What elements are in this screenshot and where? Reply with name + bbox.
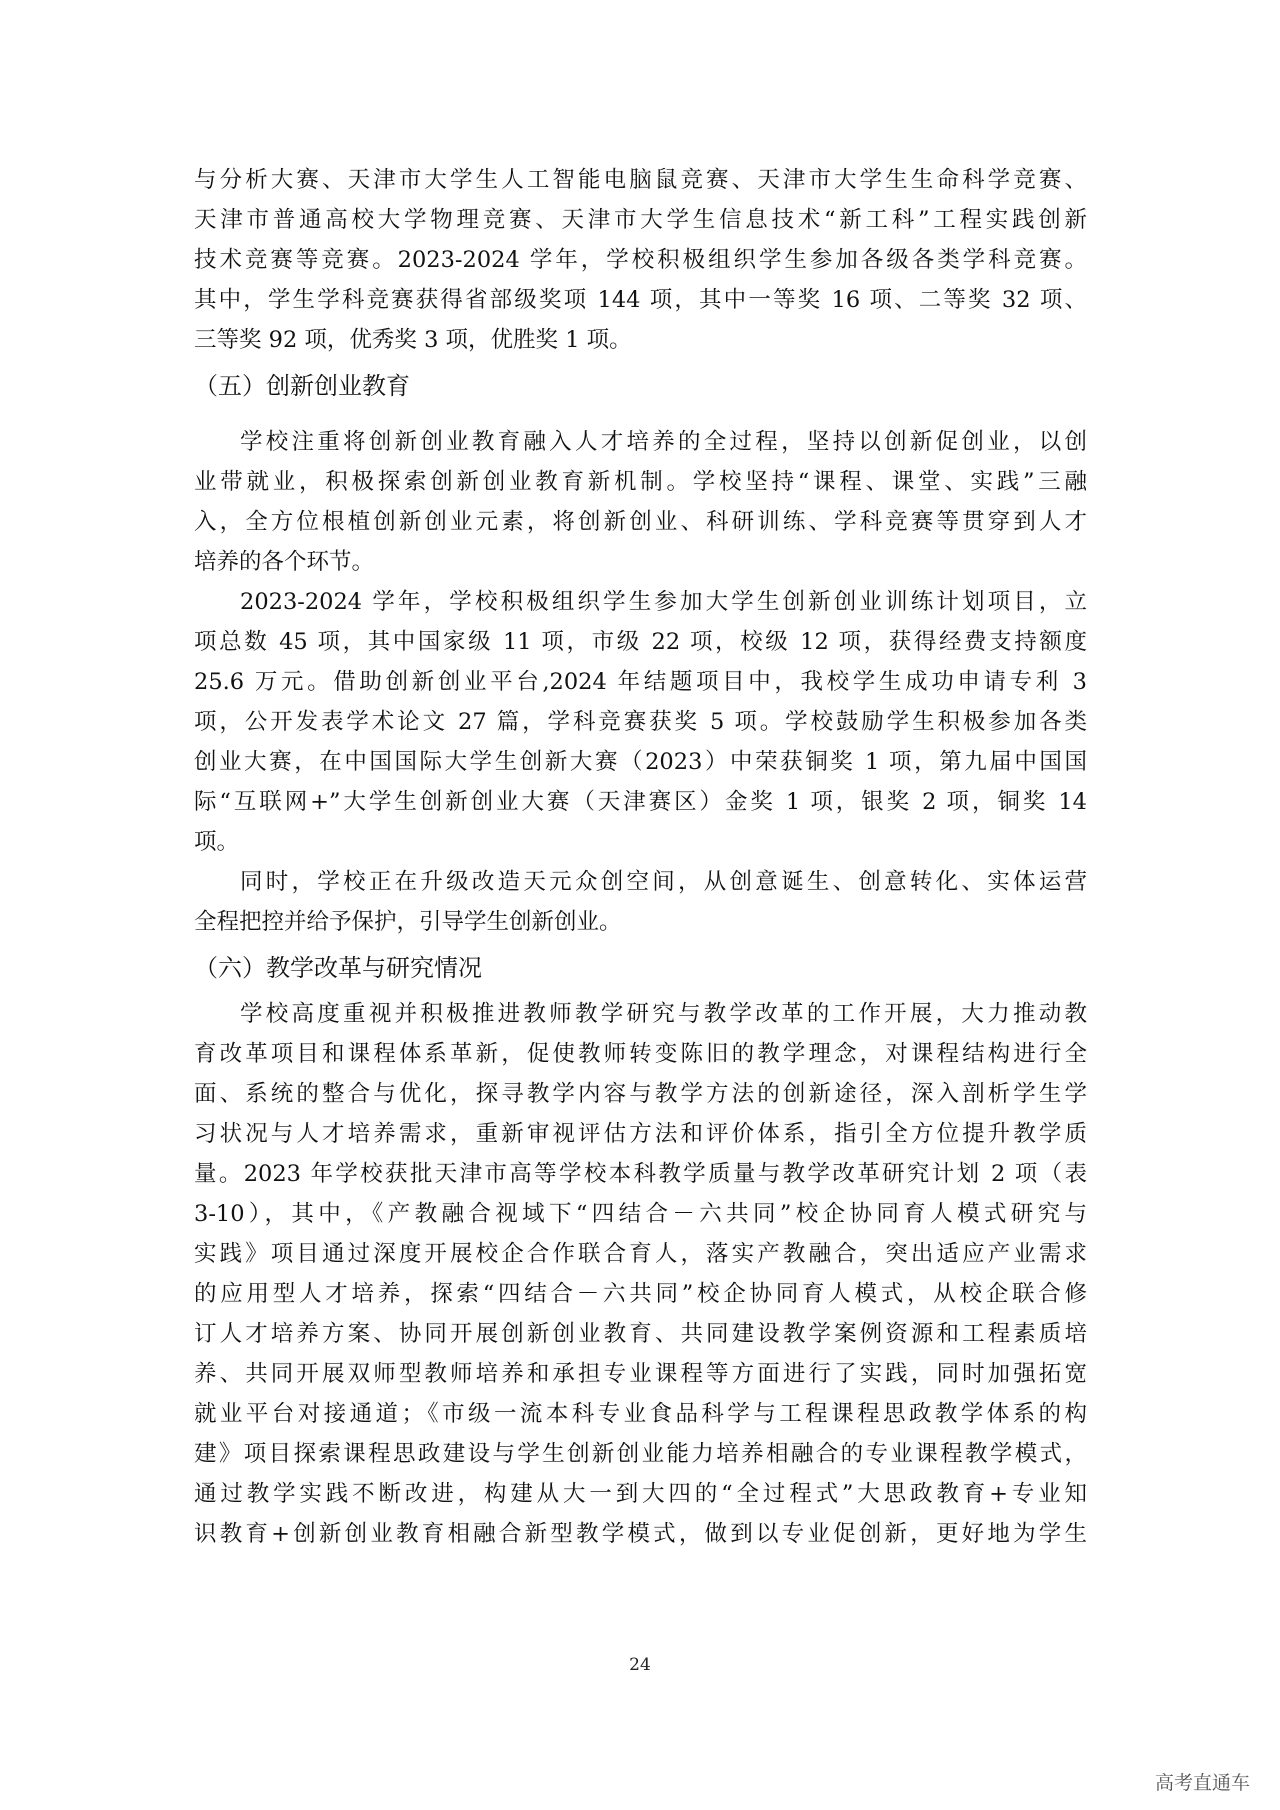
text-line: 项。 <box>194 829 240 855</box>
text-line: 量。2023 年学校获批天津市高等学校本科教学质量与教学改革研究计划 2 项（表 <box>194 1161 1087 1187</box>
text-line: 培养的各个环节。 <box>194 549 375 575</box>
text-line: 业带就业，积极探索创新创业教育新机制。学校坚持“课程、课堂、实践”三融 <box>194 469 1087 495</box>
text-line: 3-10），其中，《产教融合视域下“四结合－六共同”校企协同育人模式研究与 <box>194 1201 1087 1227</box>
continued-paragraph <box>194 160 1087 360</box>
text-line: 项，公开发表学术论文 27 篇，学科竞赛获奖 5 项。学校鼓励学生积极参加各类 <box>194 709 1087 735</box>
section-heading-5: （五）创新创业教育 <box>194 372 410 400</box>
text-line: 与分析大赛、天津市大学生人工智能电脑鼠竞赛、天津市大学生生命科学竞赛、 <box>194 167 1087 193</box>
section5-paragraph-3 <box>194 862 1087 942</box>
text-line: 入，全方位根植创新创业元素，将创新创业、科研训练、学科竞赛等贯穿到人才 <box>194 509 1087 535</box>
page-number: 24 <box>629 1655 651 1675</box>
text-line: 全程把控并给予保护，引导学生创新创业。 <box>194 909 622 935</box>
text-line: 订人才培养方案、协同开展创新创业教育、共同建设教学案例资源和工程素质培 <box>194 1321 1087 1347</box>
text-line: 项总数 45 项，其中国家级 11 项，市级 22 项，校级 12 项，获得经费支持额度 <box>194 629 1087 655</box>
text-line: 实践》项目通过深度开展校企合作联合育人，落实产教融合，突出适应产业需求 <box>194 1241 1087 1267</box>
section5-paragraph-1 <box>194 422 1087 582</box>
text-line: 养、共同开展双师型教师培养和承担专业课程等方面进行了实践，同时加强拓宽 <box>194 1361 1087 1387</box>
text-line: 育改革项目和课程体系革新，促使教师转变陈旧的教学理念，对课程结构进行全 <box>194 1041 1087 1067</box>
text-line: 技术竞赛等竞赛。2023-2024 学年，学校积极组织学生参加各级各类学科竞赛。 <box>194 247 1087 273</box>
section6-paragraph-1 <box>194 994 1087 1554</box>
text-line: 面、系统的整合与优化，探寻教学内容与教学方法的创新途径，深入剖析学生学 <box>194 1081 1087 1107</box>
text-line: 天津市普通高校大学物理竞赛、天津市大学生信息技术“新工科”工程实践创新 <box>194 207 1087 233</box>
section-heading-6: （六）教学改革与研究情况 <box>194 954 482 982</box>
text-line: 通过教学实践不断改进，构建从大一到大四的“全过程式”大思政教育+专业知 <box>194 1481 1087 1507</box>
text-line: 学校高度重视并积极推进教师教学研究与教学改革的工作开展，大力推动教 <box>240 1001 1087 1027</box>
text-line: 同时，学校正在升级改造天元众创空间，从创意诞生、创意转化、实体运营 <box>240 869 1087 895</box>
text-line: 25.6 万元。借助创新创业平台,2024 年结题项目中，我校学生成功申请专利 3 <box>194 669 1087 695</box>
text-line: 其中，学生学科竞赛获得省部级奖项 144 项，其中一等奖 16 项、二等奖 32 项、 <box>194 287 1087 313</box>
text-line: 建》项目探索课程思政建设与学生创新创业能力培养相融合的专业课程教学模式， <box>194 1441 1087 1467</box>
text-line: 2023-2024 学年，学校积极组织学生参加大学生创新创业训练计划项目，立 <box>240 589 1087 615</box>
text-line: 识教育+创新创业教育相融合新型教学模式，做到以专业促创新，更好地为学生 <box>194 1521 1087 1547</box>
text-line: 创业大赛，在中国国际大学生创新大赛（2023）中荣获铜奖 1 项，第九届中国国 <box>194 749 1087 775</box>
watermark: 高考直通车 <box>1154 1772 1250 1794</box>
document-page <box>194 160 1087 1554</box>
section5-paragraph-2 <box>194 582 1087 862</box>
text-line: 的应用型人才培养，探索“四结合－六共同”校企协同育人模式，从校企联合修 <box>194 1281 1087 1307</box>
text-line: 际“互联网+”大学生创新创业大赛（天津赛区）金奖 1 项，银奖 2 项，铜奖 14 <box>194 789 1087 815</box>
text-line: 就业平台对接通道；《市级一流本科专业食品科学与工程课程思政教学体系的构 <box>194 1401 1087 1427</box>
text-line: 习状况与人才培养需求，重新审视评估方法和评价体系，指引全方位提升教学质 <box>194 1121 1087 1147</box>
text-line: 三等奖 92 项，优秀奖 3 项，优胜奖 1 项。 <box>194 327 632 353</box>
text-line: 学校注重将创新创业教育融入人才培养的全过程，坚持以创新促创业，以创 <box>240 429 1087 455</box>
